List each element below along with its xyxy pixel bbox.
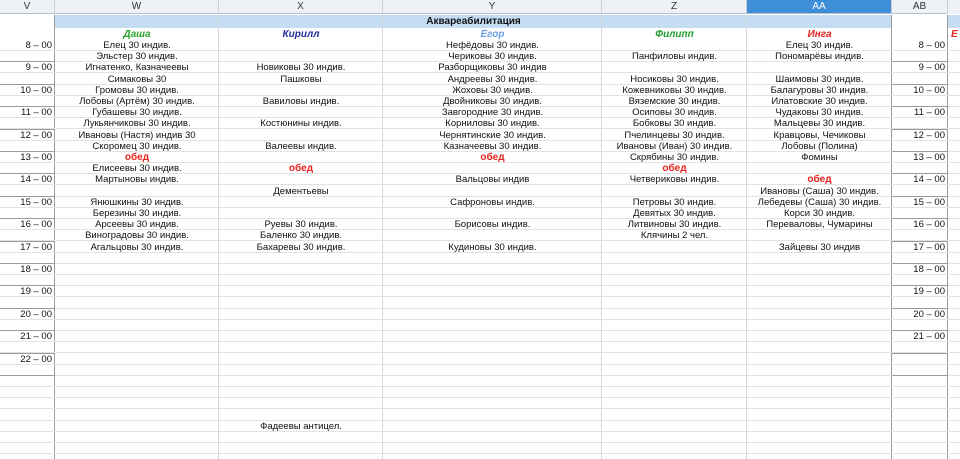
schedule-cell[interactable]: Баленко 30 индив. — [259, 230, 343, 242]
schedule-cell[interactable] — [747, 354, 892, 365]
schedule-cell[interactable]: Валеевы индив. — [265, 140, 337, 152]
schedule-cell[interactable] — [383, 432, 602, 443]
schedule-cell[interactable]: Кравцовы, Чечиковы — [773, 129, 866, 141]
schedule-cell[interactable] — [602, 253, 747, 264]
time-label[interactable]: 16 – 00 — [20, 219, 52, 231]
schedule-cell[interactable] — [383, 376, 602, 387]
schedule-cell[interactable]: Корси 30 индив. — [783, 208, 856, 219]
column-header-ab[interactable]: AB — [892, 0, 948, 14]
schedule-cell[interactable] — [747, 298, 892, 309]
schedule-cell[interactable] — [219, 40, 383, 51]
schedule-cell[interactable] — [602, 320, 747, 331]
schedule-cell[interactable] — [383, 186, 602, 197]
schedule-cell[interactable]: Чериковы 30 индив. — [448, 51, 537, 63]
schedule-cell[interactable] — [219, 253, 383, 264]
schedule-cell[interactable] — [219, 376, 383, 387]
schedule-cell[interactable] — [55, 309, 219, 320]
schedule-cell[interactable] — [55, 275, 219, 286]
instructor-name[interactable]: Инга — [807, 29, 832, 40]
schedule-cell[interactable]: Дементьевы — [273, 185, 329, 197]
schedule-cell[interactable] — [55, 331, 219, 342]
time-label-right[interactable]: 15 – 00 — [913, 196, 945, 208]
schedule-cell[interactable] — [55, 342, 219, 353]
schedule-cell[interactable]: Симаковы 30 — [107, 73, 167, 85]
schedule-cell[interactable]: Двойниковы 30 индив. — [443, 96, 542, 107]
schedule-cell[interactable]: Лебедевы (Саша) 30 индив. — [757, 196, 882, 208]
column-header-w[interactable]: W — [55, 0, 219, 14]
schedule-cell[interactable] — [747, 387, 892, 398]
schedule-cell[interactable]: Мальцевы 30 индив. — [773, 118, 866, 130]
schedule-cell[interactable] — [747, 320, 892, 331]
schedule-cell[interactable]: Янюшкины 30 индив. — [90, 196, 184, 208]
schedule-cell[interactable]: Панфиловы индив. — [631, 51, 718, 63]
schedule-cell[interactable]: обед — [662, 163, 687, 175]
time-label-right[interactable]: 8 – 00 — [918, 40, 945, 51]
schedule-cell[interactable] — [219, 298, 383, 309]
time-label[interactable]: 18 – 00 — [20, 264, 52, 275]
schedule-cell[interactable] — [219, 174, 383, 185]
schedule-cell[interactable]: Елисеевы 30 индив. — [92, 163, 182, 175]
schedule-cell[interactable] — [602, 298, 747, 309]
title-right-blank — [892, 15, 948, 28]
schedule-cell[interactable] — [219, 286, 383, 297]
schedule-cell[interactable] — [55, 421, 219, 432]
schedule-cell[interactable]: Пчелинцевы 30 индив. — [624, 129, 725, 141]
schedule-cell[interactable] — [55, 286, 219, 297]
schedule-cell[interactable]: Мартыновы индив. — [95, 174, 179, 186]
schedule-cell[interactable] — [747, 342, 892, 353]
schedule-cell[interactable]: Ивановы (Иван) 30 индив. — [616, 140, 733, 152]
schedule-cell[interactable]: Четвериковы индив. — [629, 174, 720, 186]
schedule-cell[interactable] — [219, 275, 383, 286]
schedule-cell[interactable]: Бахаревы 30 индив. — [256, 241, 346, 253]
schedule-cell[interactable]: Шаимовы 30 индив. — [775, 73, 864, 85]
schedule-cell[interactable] — [55, 365, 219, 376]
schedule-cell[interactable] — [383, 354, 602, 365]
schedule-cell[interactable] — [383, 298, 602, 309]
schedule-cell[interactable] — [747, 421, 892, 432]
schedule-cell[interactable]: Жоховы 30 индив. — [452, 84, 533, 96]
schedule-cell[interactable]: обед — [807, 174, 832, 186]
schedule-cell[interactable]: Фомины — [801, 152, 838, 163]
schedule-cell[interactable] — [602, 62, 747, 73]
schedule-cell[interactable]: Завгородние 30 индив. — [441, 107, 544, 119]
time-label-right[interactable]: 10 – 00 — [913, 84, 945, 96]
schedule-cell[interactable] — [747, 230, 892, 241]
schedule-cell[interactable] — [383, 253, 602, 264]
schedule-cell[interactable] — [219, 51, 383, 62]
schedule-cell[interactable]: Костюнины индив. — [260, 118, 342, 130]
hour-separator — [892, 375, 948, 376]
schedule-cell[interactable] — [383, 230, 602, 241]
schedule-cell[interactable] — [383, 309, 602, 320]
schedule-cell[interactable] — [383, 286, 602, 297]
schedule-cell[interactable]: Пономарёвы индив. — [775, 51, 864, 63]
schedule-cell[interactable] — [55, 410, 219, 421]
schedule-cell[interactable]: Березины 30 индив. — [92, 208, 182, 219]
schedule-cell[interactable]: Губашевы 30 индив. — [92, 107, 182, 119]
schedule-cell[interactable] — [55, 354, 219, 365]
schedule-cell[interactable] — [383, 365, 602, 376]
schedule-cell[interactable]: Сафроновы индив. — [450, 196, 535, 208]
schedule-cell[interactable] — [219, 331, 383, 342]
schedule-cell[interactable]: Кожевниковы 30 индив. — [622, 84, 727, 96]
time-label[interactable]: 10 – 00 — [20, 84, 52, 96]
schedule-cell[interactable] — [747, 398, 892, 409]
schedule-cell[interactable] — [747, 432, 892, 443]
schedule-cell[interactable] — [747, 62, 892, 73]
schedule-cell[interactable] — [602, 264, 747, 275]
schedule-cell[interactable] — [747, 163, 892, 174]
schedule-cell[interactable] — [383, 331, 602, 342]
schedule-cell[interactable] — [383, 208, 602, 219]
schedule-cell[interactable] — [602, 432, 747, 443]
time-label[interactable]: 11 – 00 — [21, 107, 52, 119]
schedule-cell[interactable]: Вавиловы индив. — [262, 96, 340, 107]
schedule-cell[interactable]: Лобовы (Полина) — [781, 140, 858, 152]
schedule-cell[interactable] — [55, 253, 219, 264]
instructor-name[interactable]: Даша — [123, 29, 151, 40]
schedule-cell[interactable]: Новиковы 30 индив. — [256, 62, 346, 74]
time-label-right[interactable]: 13 – 00 — [913, 152, 945, 163]
schedule-cell[interactable] — [55, 398, 219, 409]
schedule-cell[interactable] — [219, 309, 383, 320]
schedule-cell[interactable] — [219, 410, 383, 421]
schedule-cell[interactable]: Пашковы — [280, 73, 322, 85]
schedule-cell[interactable] — [747, 376, 892, 387]
schedule-cell[interactable] — [219, 432, 383, 443]
schedule-cell[interactable] — [383, 398, 602, 409]
schedule-cell[interactable] — [219, 387, 383, 398]
schedule-cell[interactable] — [219, 398, 383, 409]
time-label[interactable]: 17 – 00 — [20, 241, 52, 253]
time-label[interactable]: 13 – 00 — [20, 152, 52, 163]
column-header-v[interactable]: V — [0, 0, 55, 14]
time-label[interactable]: 22 – 00 — [20, 353, 52, 365]
schedule-cell[interactable] — [602, 365, 747, 376]
schedule-cell[interactable]: Елец 30 индив. — [785, 40, 854, 51]
time-label[interactable]: 8 – 00 — [25, 40, 52, 51]
schedule-cell[interactable]: Андреевы 30 индив. — [447, 73, 538, 85]
schedule-cell[interactable]: Кудиновы 30 индив. — [448, 241, 537, 253]
schedule-cell[interactable]: Казначеевы 30 индив. — [443, 140, 542, 152]
schedule-cell[interactable] — [219, 342, 383, 353]
schedule-cell[interactable]: Елец 30 индив. — [103, 40, 171, 51]
schedule-cell[interactable]: Переваловы, Чумарины — [766, 219, 873, 231]
schedule-cell[interactable]: Корниловы 30 индив. — [445, 118, 540, 130]
schedule-cell[interactable]: Илатовские 30 индив. — [771, 96, 868, 107]
schedule-cell[interactable]: Вальцовы индив — [455, 174, 530, 186]
schedule-cell[interactable] — [747, 264, 892, 275]
column-header-x[interactable]: X — [219, 0, 383, 14]
schedule-cell[interactable]: Разборщиковы 30 индив — [438, 62, 547, 74]
time-label[interactable]: 15 – 00 — [20, 196, 52, 208]
schedule-cell[interactable]: Чернятинские 30 индив. — [439, 129, 546, 141]
schedule-cell[interactable] — [602, 331, 747, 342]
time-label-right[interactable]: 17 – 00 — [913, 241, 945, 253]
schedule-cell[interactable] — [747, 365, 892, 376]
schedule-cell[interactable] — [55, 320, 219, 331]
schedule-cell[interactable] — [602, 354, 747, 365]
schedule-cell[interactable] — [383, 275, 602, 286]
schedule-cell[interactable]: Эльстер 30 индив. — [96, 51, 178, 63]
schedule-cell[interactable]: Виноградовы 30 индив. — [85, 230, 189, 242]
schedule-cell[interactable]: Балагуровы 30 индив. — [770, 84, 869, 96]
schedule-cell[interactable] — [219, 264, 383, 275]
schedule-cell[interactable] — [602, 387, 747, 398]
schedule-cell[interactable] — [602, 410, 747, 421]
schedule-cell[interactable] — [602, 275, 747, 286]
schedule-cell[interactable] — [55, 376, 219, 387]
schedule-cell[interactable] — [747, 410, 892, 421]
time-label-right[interactable]: 14 – 00 — [913, 174, 945, 186]
schedule-cell[interactable] — [383, 387, 602, 398]
schedule-cell[interactable]: обед — [288, 163, 314, 175]
time-label-right[interactable]: 19 – 00 — [913, 286, 945, 298]
time-label-right[interactable]: 11 – 00 — [914, 107, 945, 119]
schedule-cell[interactable] — [219, 152, 383, 163]
schedule-cell[interactable]: Носиковы 30 индив. — [630, 73, 719, 85]
schedule-cell[interactable] — [55, 298, 219, 309]
schedule-cell[interactable] — [747, 275, 892, 286]
schedule-cell[interactable] — [602, 40, 747, 51]
schedule-cell[interactable] — [602, 376, 747, 387]
schedule-cell[interactable] — [219, 208, 383, 219]
instructor-name[interactable]: Кирилл — [282, 29, 320, 40]
schedule-cell[interactable]: Петровы 30 индив. — [632, 196, 717, 208]
schedule-cell[interactable] — [602, 443, 747, 454]
schedule-cell[interactable] — [602, 398, 747, 409]
schedule-cell[interactable]: Скрябины 30 индив. — [629, 152, 720, 163]
schedule-cell[interactable] — [602, 186, 747, 197]
schedule-cell[interactable]: Нефёдовы 30 индив. — [446, 40, 539, 51]
time-label[interactable]: 19 – 00 — [20, 286, 52, 298]
schedule-cell[interactable] — [602, 286, 747, 297]
schedule-cell[interactable] — [219, 365, 383, 376]
schedule-cell[interactable] — [55, 186, 219, 197]
schedule-cell[interactable] — [55, 387, 219, 398]
instructor-name[interactable]: Филипп — [655, 29, 694, 40]
time-label[interactable]: 12 – 00 — [20, 129, 52, 141]
schedule-cell[interactable]: Зайцевы 30 индив — [778, 241, 861, 253]
column-header-y[interactable]: Y — [383, 0, 602, 14]
schedule-cell[interactable] — [55, 264, 219, 275]
instructor-name[interactable]: Егор — [480, 29, 505, 40]
time-label[interactable]: 14 – 00 — [20, 174, 52, 186]
schedule-cell[interactable] — [383, 342, 602, 353]
schedule-cell[interactable] — [747, 253, 892, 264]
title-edge — [948, 15, 960, 28]
schedule-cell[interactable]: Фадеевы антицел. — [260, 420, 342, 432]
schedule-cell[interactable] — [219, 443, 383, 454]
column-header-aa[interactable]: AA — [747, 0, 892, 14]
schedule-cell[interactable] — [747, 309, 892, 320]
schedule-cell[interactable] — [383, 163, 602, 174]
time-label-right[interactable]: 16 – 00 — [913, 219, 945, 231]
hour-separator — [892, 353, 948, 354]
schedule-cell[interactable]: Руевы 30 индив. — [264, 219, 338, 231]
schedule-cell[interactable]: Арсеевы 30 индив. — [95, 219, 179, 231]
schedule-cell[interactable]: Игнатенко, Казначеевы — [85, 62, 189, 74]
schedule-cell[interactable]: обед — [480, 152, 505, 163]
schedule-cell[interactable] — [219, 85, 383, 96]
schedule-cell[interactable] — [602, 342, 747, 353]
schedule-cell[interactable] — [219, 320, 383, 331]
title-left-blank — [0, 15, 55, 28]
schedule-cell[interactable]: Вяземские 30 индив. — [628, 96, 721, 107]
schedule-cell[interactable] — [602, 309, 747, 320]
time-label-right[interactable]: 9 – 00 — [918, 62, 945, 74]
schedule-cell[interactable]: Борисовы индив. — [454, 219, 531, 231]
schedule-cell[interactable] — [55, 443, 219, 454]
schedule-cell[interactable] — [55, 432, 219, 443]
time-label[interactable]: 20 – 00 — [20, 308, 52, 320]
schedule-cell[interactable]: Литвиновы 30 индив. — [627, 219, 722, 231]
schedule-cell[interactable]: Осиповы 30 индив. — [632, 107, 717, 119]
column-header-z[interactable]: Z — [602, 0, 747, 14]
schedule-cell[interactable]: обед — [124, 152, 150, 163]
schedule-cell[interactable] — [383, 264, 602, 275]
schedule-cell[interactable] — [747, 331, 892, 342]
schedule-cell[interactable]: Лукьянчиковы 30 индив. — [83, 118, 191, 130]
time-label-right[interactable]: 21 – 00 — [913, 331, 945, 343]
schedule-cell[interactable] — [219, 130, 383, 141]
schedule-cell[interactable] — [747, 443, 892, 454]
schedule-cell[interactable] — [602, 421, 747, 432]
schedule-cell[interactable] — [747, 286, 892, 297]
hour-separator — [0, 375, 55, 376]
time-label-right[interactable]: 12 – 00 — [913, 129, 945, 141]
sheet-title[interactable]: Аквареабилитация — [55, 15, 892, 28]
schedule-cell[interactable] — [602, 242, 747, 253]
time-label[interactable]: 21 – 00 — [20, 331, 52, 343]
schedule-cell[interactable] — [219, 197, 383, 208]
schedule-cell[interactable]: Громовы 30 индив. — [95, 84, 179, 96]
time-label[interactable]: 9 – 00 — [25, 62, 52, 74]
schedule-cell[interactable]: Чудаковы 30 индив. — [775, 107, 864, 119]
schedule-cell[interactable]: Агальцовы 30 индив. — [90, 241, 184, 253]
edge-instructor-name[interactable]: Е — [951, 29, 958, 40]
schedule-cell[interactable] — [383, 443, 602, 454]
schedule-cell[interactable] — [219, 354, 383, 365]
schedule-cell[interactable]: Клячины 2 чел. — [640, 230, 709, 242]
schedule-cell[interactable]: Лобовы (Артём) 30 индив. — [79, 96, 195, 107]
schedule-cell[interactable]: Ивановы (Саша) 30 индив. — [760, 185, 879, 197]
schedule-cell[interactable]: Ивановы (Настя) индив 30 — [78, 129, 196, 141]
time-label-right[interactable]: 20 – 00 — [913, 308, 945, 320]
schedule-cell[interactable] — [383, 320, 602, 331]
schedule-cell[interactable]: Скоромец 30 индив. — [92, 140, 182, 152]
schedule-cell[interactable] — [383, 410, 602, 421]
schedule-cell[interactable] — [219, 107, 383, 118]
schedule-cell[interactable] — [383, 421, 602, 432]
time-label-right[interactable]: 18 – 00 — [913, 264, 945, 275]
schedule-cell[interactable]: Бобковы 30 индив. — [632, 118, 717, 130]
schedule-cell[interactable]: Девятых 30 индив. — [633, 208, 716, 219]
